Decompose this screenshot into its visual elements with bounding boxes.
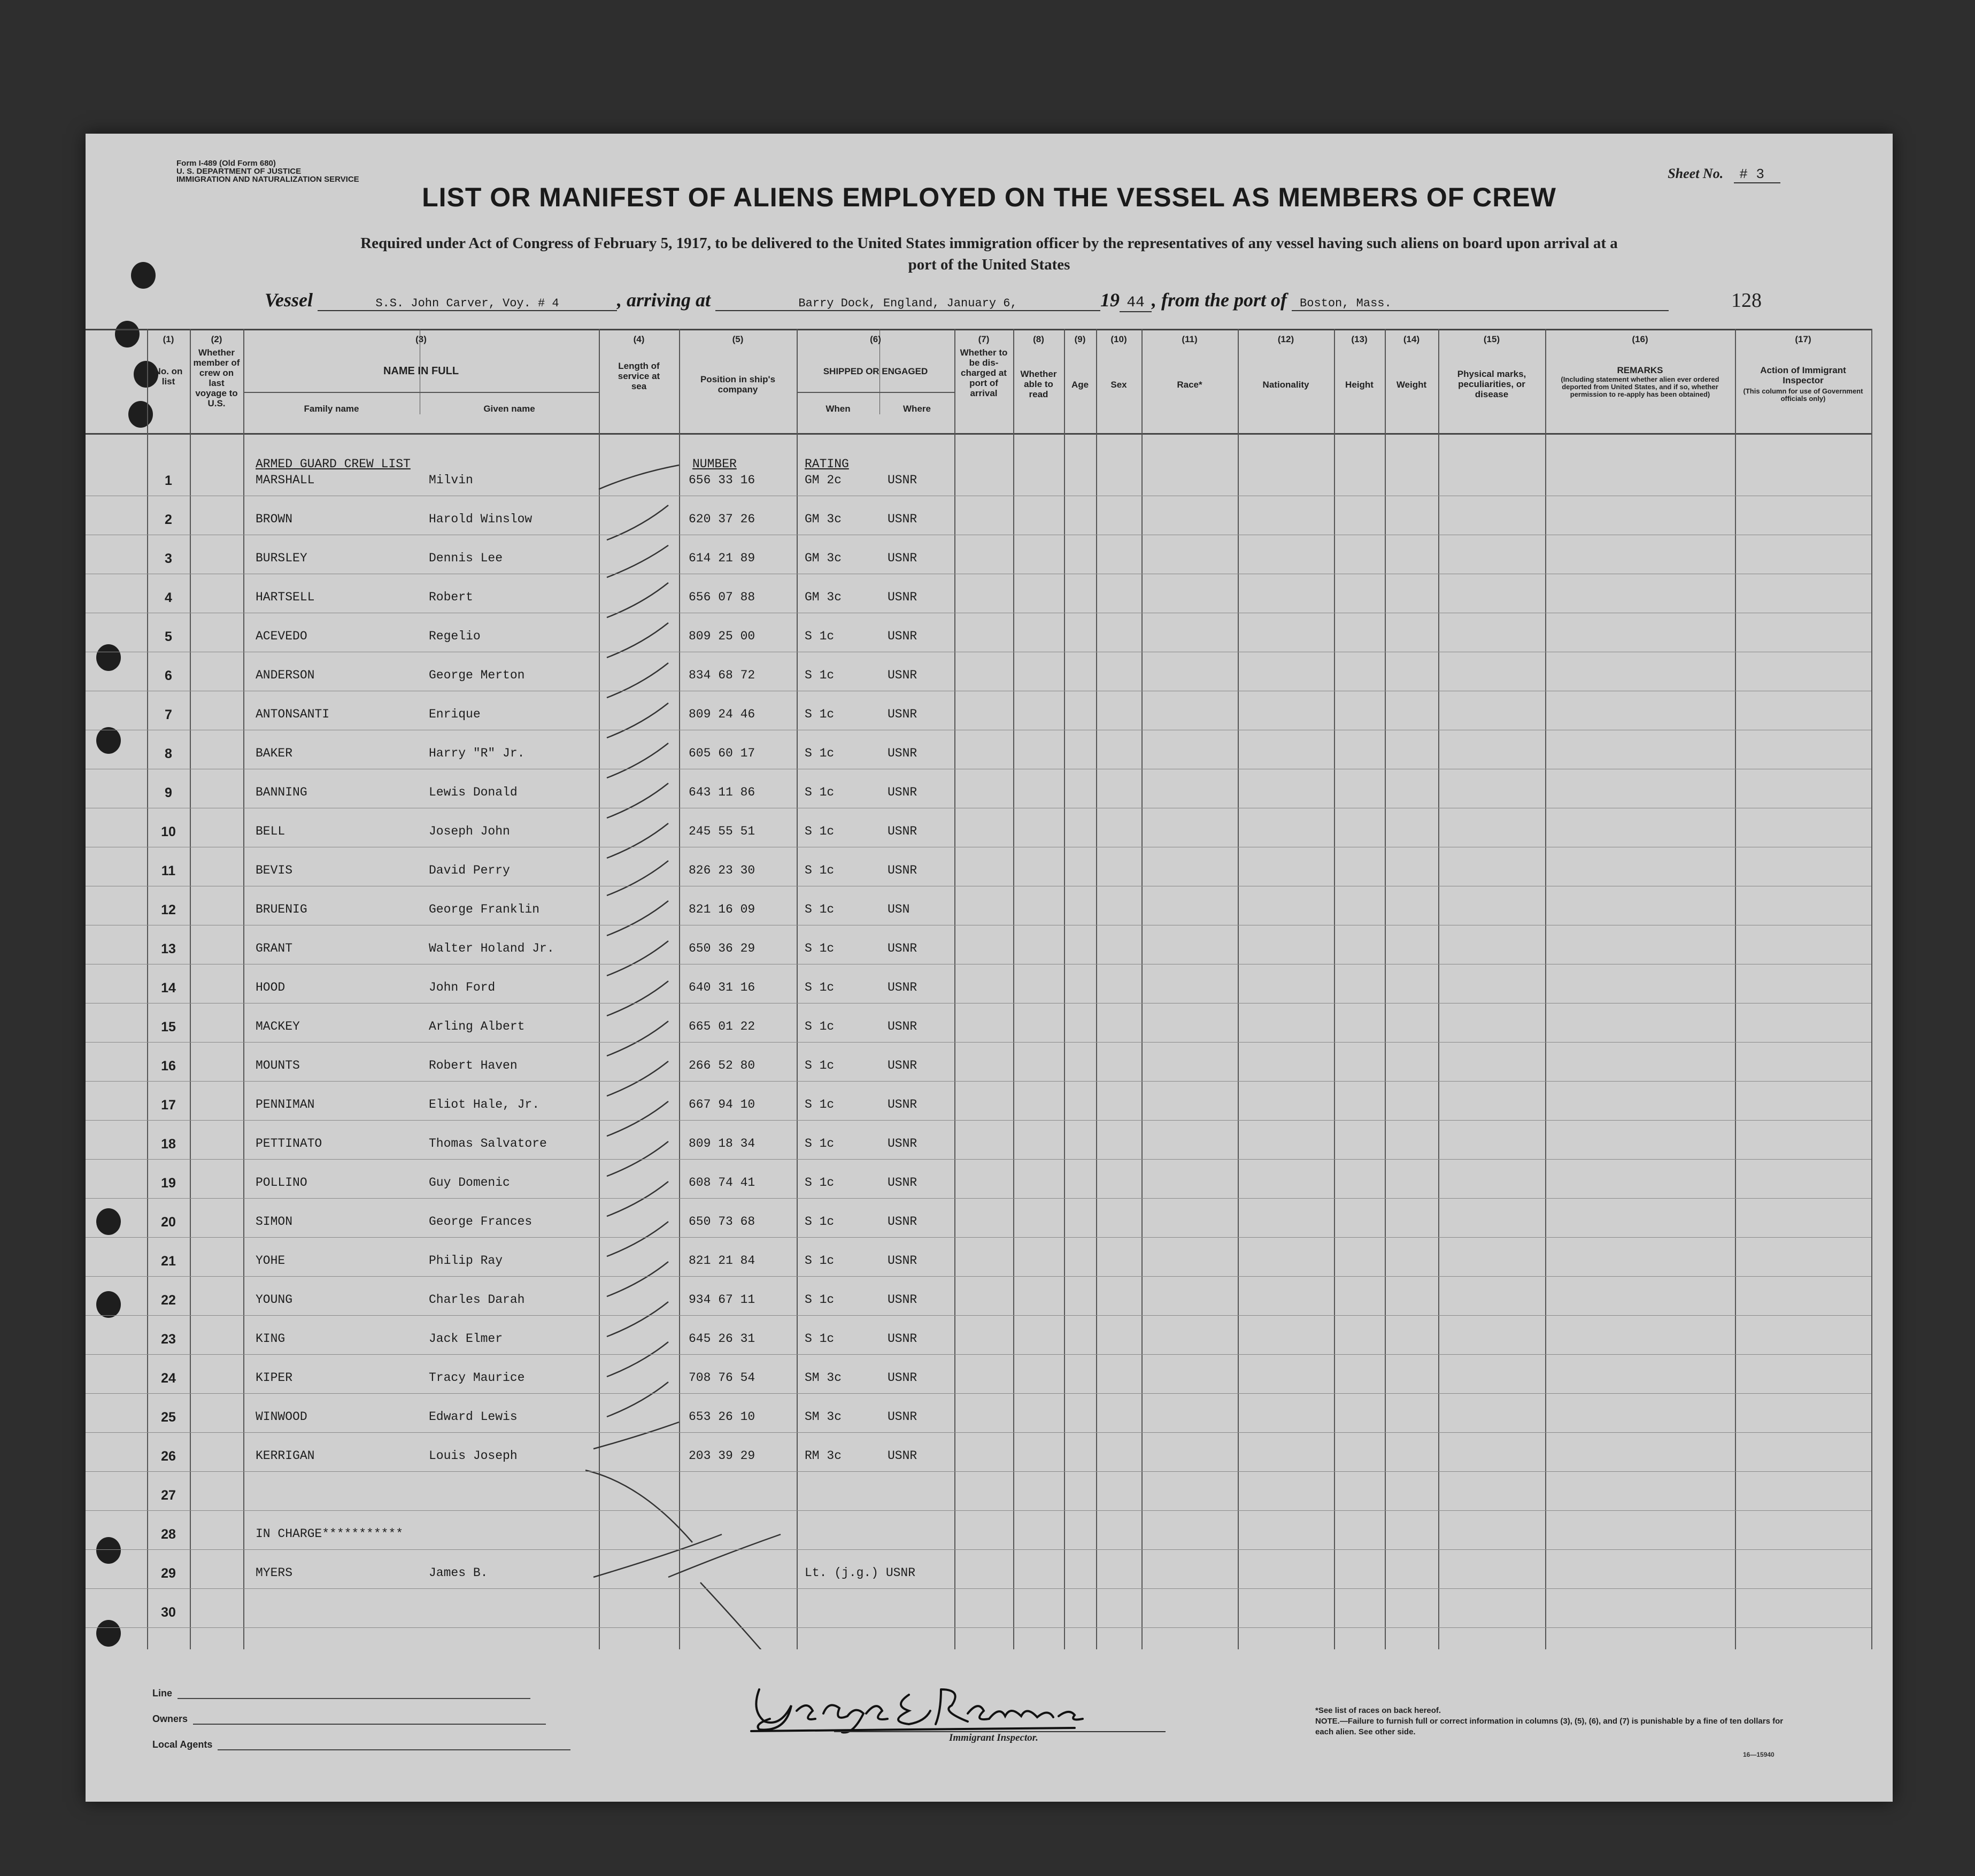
service-number: 266 52 80 (689, 1059, 755, 1072)
family-name: MACKEY (256, 1020, 300, 1033)
tick-mark (607, 861, 668, 895)
service-number: 809 25 00 (689, 629, 755, 643)
col-3-number: (3) (415, 334, 427, 344)
col-16-header: REMARKS (1617, 365, 1663, 375)
row-number: 30 (161, 1605, 176, 1620)
family-name: MARSHALL (256, 473, 315, 487)
subtitle-line-2: port of the United States (908, 256, 1070, 273)
row-number: 2 (165, 512, 172, 527)
col-15-number: (15) (1483, 334, 1500, 344)
row-number: 13 (161, 941, 176, 956)
given-name: Regelio (429, 629, 481, 643)
row-number: 5 (165, 629, 172, 644)
row-number: 18 (161, 1137, 176, 1152)
tick-mark (585, 1470, 692, 1542)
tick-mark (607, 1021, 668, 1056)
row-number: 3 (165, 551, 172, 566)
rating: SM 3c (805, 1410, 842, 1424)
family-name: POLLINO (256, 1176, 307, 1190)
arriving-label: , arriving at (617, 289, 711, 311)
form-identifier (176, 159, 359, 183)
document-title: LIST OR MANIFEST OF ALIENS EMPLOYED ON THE VESSEL AS MEMBERS OF CREW (422, 182, 1556, 212)
given-name: Thomas Salvatore (429, 1137, 547, 1151)
signature-role: Immigrant Inspector. (949, 1732, 1038, 1743)
col-6a-header: When (826, 404, 851, 414)
tick-mark (607, 1101, 668, 1136)
row-rule (86, 1159, 1871, 1160)
family-name: BELL (256, 824, 286, 838)
service-number: 645 26 31 (689, 1332, 755, 1346)
year-value: 44 (1120, 295, 1152, 312)
rating: GM 3c (805, 551, 842, 565)
family-name: HOOD (256, 981, 286, 994)
col-3-header: NAME IN FULL (383, 365, 459, 377)
family-name: MOUNTS (256, 1059, 300, 1072)
owners-field (152, 1699, 570, 1725)
row-number: 29 (161, 1566, 176, 1581)
tick-mark (593, 1534, 722, 1577)
service-number: 605 60 17 (689, 746, 755, 760)
col-3b-header: Given name (483, 404, 535, 414)
col-1-header: No. on list (154, 366, 183, 387)
given-name: Charles Darah (429, 1293, 525, 1307)
family-name: ANTONSANTI (256, 707, 330, 721)
row-rule (86, 1042, 1871, 1043)
row-rule (86, 1471, 1871, 1472)
page-number: 128 (1731, 289, 1762, 312)
col-16-subheader: (Including statement whether alien ever ordered deported from United States, and if so, whether permission to re-apply has been obtained) (1561, 375, 1719, 398)
row-number: 15 (161, 1020, 176, 1034)
rating: S 1c (805, 1215, 835, 1229)
sheet-number-value: # 3 (1734, 166, 1780, 183)
col-4-number: (4) (633, 334, 645, 344)
col-8-header: Whether able to read (1020, 369, 1057, 399)
tick-mark (607, 623, 668, 658)
manifest-sheet (86, 134, 1893, 1802)
col-3a-header: Family name (304, 404, 359, 414)
given-name: Dennis Lee (429, 551, 503, 565)
family-name: PENNIMAN (256, 1098, 315, 1111)
subtitle-line-1: Required under Act of Congress of February 5, 1917, to be delivered to the United States immigration officer by the representatives of any vessel having such aliens on board upon arrival at a (360, 235, 1618, 252)
branch: USNR (888, 1215, 917, 1229)
branch: USNR (888, 1332, 917, 1346)
service-number: 620 37 26 (689, 512, 755, 526)
vessel-label: Vessel (265, 289, 313, 311)
row-number: 19 (161, 1176, 176, 1191)
given-name: Walter Holand Jr. (429, 941, 554, 955)
row-number: 6 (165, 668, 172, 683)
given-name: Eliot Hale, Jr. (429, 1098, 540, 1111)
row-number: 11 (161, 863, 176, 878)
family-name: GRANT (256, 941, 293, 955)
check-marks (86, 329, 1893, 1649)
branch: USNR (888, 1059, 917, 1072)
service-number: 656 07 88 (689, 590, 755, 604)
tick-mark (607, 703, 668, 738)
branch: USNR (888, 1293, 917, 1307)
service-number: 821 16 09 (689, 902, 755, 916)
col-15-header: Physical marks, peculiarities, or disease (1457, 369, 1526, 399)
family-name: BANNING (256, 785, 307, 799)
sheet-number-label: Sheet No. (1668, 166, 1724, 181)
col-7-header: Whether to be dis-charged at port of arrival (960, 348, 1008, 398)
col-12-number: (12) (1277, 334, 1294, 344)
row-rule (86, 1120, 1871, 1121)
col-16-number: (16) (1632, 334, 1648, 344)
tick-mark (607, 1302, 668, 1337)
rating: RM 3c (805, 1449, 842, 1463)
row-number: 21 (161, 1254, 176, 1269)
service-number: 614 21 89 (689, 551, 755, 565)
footer-fields (152, 1673, 570, 1750)
branch: USNR (888, 941, 917, 955)
col-2-header: Whether member of crew on last voyage to U.S. (193, 348, 240, 408)
rating: S 1c (805, 707, 835, 721)
branch: USNR (888, 863, 917, 877)
row-rule (86, 1627, 1871, 1628)
family-name: ANDERSON (256, 668, 315, 682)
given-name: Joseph John (429, 824, 510, 838)
tick-mark (668, 1534, 781, 1577)
col-6-number: (6) (870, 334, 881, 344)
crew-table (86, 329, 1893, 1649)
rating: S 1c (805, 1176, 835, 1190)
branch: USN (888, 902, 910, 916)
given-name: Enrique (429, 707, 481, 721)
given-name: Jack Elmer (429, 1332, 503, 1346)
branch: USNR (888, 590, 917, 604)
given-name: Louis Joseph (429, 1449, 518, 1463)
arriving-value: Barry Dock, England, January 6, (715, 297, 1100, 311)
rating: S 1c (805, 941, 835, 955)
given-name: George Merton (429, 668, 525, 682)
rating: S 1c (805, 668, 835, 682)
agents-field (152, 1725, 570, 1750)
rating: S 1c (805, 1098, 835, 1111)
vessel-value: S.S. John Carver, Voy. # 4 (318, 297, 617, 311)
service-number: 809 18 34 (689, 1137, 755, 1151)
given-name: David Perry (429, 863, 510, 877)
given-name: George Franklin (429, 902, 540, 916)
col-5-header: Position in ship's company (700, 374, 776, 395)
rating: S 1c (805, 746, 835, 760)
print-code: 16—15940 (1743, 1751, 1775, 1758)
service-number: 203 39 29 (689, 1449, 755, 1463)
given-name: George Frances (429, 1215, 533, 1229)
row-number: 22 (161, 1293, 176, 1308)
col-8-number: (8) (1033, 334, 1044, 344)
col-6-header: SHIPPED OR ENGAGED (823, 366, 928, 376)
given-name: Guy Domenic (429, 1176, 510, 1190)
service-number: 834 68 72 (689, 668, 755, 682)
tick-mark (607, 1342, 668, 1377)
row-number: 12 (161, 902, 176, 917)
tick-mark (607, 901, 668, 936)
branch: USNR (888, 629, 917, 643)
given-name: Arling Albert (429, 1020, 525, 1033)
family-name: KIPER (256, 1371, 293, 1385)
family-name: ACEVEDO (256, 629, 307, 643)
rating: S 1c (805, 1020, 835, 1033)
col-14-header: Weight (1396, 380, 1427, 390)
tick-mark (593, 1422, 679, 1449)
rating: S 1c (805, 863, 835, 877)
service-number: 708 76 54 (689, 1371, 755, 1385)
family-name: BEVIS (256, 863, 293, 877)
given-name: Edward Lewis (429, 1410, 518, 1424)
branch: USNR (888, 746, 917, 760)
tick-mark (607, 1262, 668, 1296)
row-number: 9 (165, 785, 172, 800)
col-10-header: Sex (1110, 380, 1127, 390)
rating-heading: RATING (805, 457, 849, 471)
line-label: Line (152, 1688, 173, 1699)
row-rule (86, 1588, 1871, 1589)
rating: S 1c (805, 824, 835, 838)
given-name: Philip Ray (429, 1254, 503, 1268)
family-name: YOUNG (256, 1293, 293, 1307)
col-1-number: (1) (163, 334, 174, 344)
row-rule (86, 1549, 1871, 1550)
row-number: 8 (165, 746, 172, 761)
family-name: IN CHARGE*********** (256, 1527, 404, 1541)
row-number: 4 (165, 590, 172, 605)
document-subtitle (171, 233, 1807, 275)
tick-mark (607, 941, 668, 976)
row-rule (86, 1393, 1871, 1394)
row-rule (86, 1354, 1871, 1355)
family-name: BROWN (256, 512, 293, 526)
row-rule (86, 1237, 1871, 1238)
branch: USNR (888, 473, 917, 487)
row-number: 27 (161, 1488, 176, 1503)
from-port-label: , from the port of (1152, 289, 1287, 311)
row-number: 14 (161, 981, 176, 995)
given-name: Robert Haven (429, 1059, 518, 1072)
owners-underline (193, 1724, 546, 1725)
service-number: 643 11 86 (689, 785, 755, 799)
signature-underline (834, 1731, 1166, 1732)
col-2-number: (2) (211, 334, 222, 344)
branch: USNR (888, 1410, 917, 1424)
service-number: 608 74 41 (689, 1176, 755, 1190)
service-number: 665 01 22 (689, 1020, 755, 1033)
row-number: 25 (161, 1410, 176, 1425)
family-name: YOHE (256, 1254, 286, 1268)
rating: S 1c (805, 1137, 835, 1151)
branch: USNR (888, 707, 917, 721)
col-17-header: Action of Immigrant Inspector (1760, 365, 1846, 385)
row-rule (86, 1198, 1871, 1199)
family-name: WINWOOD (256, 1410, 307, 1424)
branch: USNR (888, 1449, 917, 1463)
rating: GM 3c (805, 512, 842, 526)
races-note: *See list of races on back hereof. (1315, 1706, 1441, 1715)
department-name: U. S. DEPARTMENT OF JUSTICE (176, 167, 302, 176)
tick-mark (607, 1061, 668, 1096)
family-name: BURSLEY (256, 551, 307, 565)
branch: USNR (888, 668, 917, 682)
penalty-note: NOTE.—Failure to furnish full or correct information in columns (3), (5), (6), and (7) is punishable by a fine of ten dollars for each alien. See other side. (1315, 1717, 1784, 1736)
given-name: Lewis Donald (429, 785, 518, 799)
col-13-header: Height (1345, 380, 1374, 390)
line-underline (178, 1698, 530, 1699)
rating: GM 2c (805, 473, 842, 487)
given-name: John Ford (429, 981, 496, 994)
rating: S 1c (805, 1254, 835, 1268)
rating: S 1c (805, 1059, 835, 1072)
vessel-line (265, 289, 1815, 312)
col-11-header: Race* (1177, 380, 1202, 390)
service-number: 809 24 46 (689, 707, 755, 721)
col-4-header: Length of service at sea (618, 361, 660, 391)
service-number: 650 73 68 (689, 1215, 755, 1229)
service-number: 934 67 11 (689, 1293, 755, 1307)
rating: S 1c (805, 1293, 835, 1307)
family-name: PETTINATO (256, 1137, 322, 1151)
rating: S 1c (805, 1332, 835, 1346)
row-number: 26 (161, 1449, 176, 1464)
punch-hole (131, 262, 156, 289)
family-name: KING (256, 1332, 286, 1346)
row-rule (86, 1276, 1871, 1277)
branch: USNR (888, 981, 917, 994)
col-5-number: (5) (732, 334, 744, 344)
rating: GM 3c (805, 590, 842, 604)
service-number: 821 21 84 (689, 1254, 755, 1268)
rating: SM 3c (805, 1371, 842, 1385)
col-14-number: (14) (1403, 334, 1420, 344)
col-13-number: (13) (1351, 334, 1368, 344)
service-number: 245 55 51 (689, 824, 755, 838)
tick-mark (607, 1182, 668, 1216)
footer-notes (1315, 1705, 1796, 1738)
agents-underline (218, 1749, 570, 1750)
given-name: James B. (429, 1566, 488, 1580)
given-name: Milvin (429, 473, 473, 487)
rating: Lt. (j.g.) USNR (805, 1566, 916, 1580)
owners-label: Owners (152, 1713, 188, 1724)
branch: USNR (888, 551, 917, 565)
service-number: 826 23 30 (689, 863, 755, 877)
given-name: Tracy Maurice (429, 1371, 525, 1385)
tick-mark (607, 981, 668, 1016)
service-number: 656 33 16 (689, 473, 755, 487)
year-prefix: 19 (1100, 289, 1120, 311)
form-number: Form I-489 (Old Form 680) (176, 159, 276, 168)
row-rule (86, 1081, 1871, 1082)
tick-mark (700, 1582, 770, 1649)
col-17-number: (17) (1795, 334, 1811, 344)
branch: USNR (888, 1254, 917, 1268)
row-number: 20 (161, 1215, 176, 1230)
col-17-subheader: (This column for use of Government officials only) (1743, 387, 1863, 403)
branch: USNR (888, 1098, 917, 1111)
col-10-number: (10) (1110, 334, 1127, 344)
given-name: Harry "R" Jr. (429, 746, 525, 760)
row-rule (86, 1432, 1871, 1433)
branch: USNR (888, 785, 917, 799)
tick-mark (599, 465, 679, 489)
row-number: 10 (161, 824, 176, 839)
number-heading: NUMBER (692, 457, 737, 471)
rating: S 1c (805, 785, 835, 799)
family-name: SIMON (256, 1215, 293, 1229)
rating: S 1c (805, 629, 835, 643)
family-name: BAKER (256, 746, 293, 760)
row-number: 23 (161, 1332, 176, 1347)
row-number: 1 (165, 473, 172, 488)
line-field (152, 1673, 570, 1699)
row-number: 28 (161, 1527, 176, 1542)
rating: S 1c (805, 902, 835, 916)
family-name: KERRIGAN (256, 1449, 315, 1463)
row-number: 7 (165, 707, 172, 722)
col-7-number: (7) (978, 334, 990, 344)
service-number: 653 26 10 (689, 1410, 755, 1424)
tick-mark (607, 823, 668, 858)
row-rule (86, 1315, 1871, 1316)
branch: USNR (888, 1137, 917, 1151)
given-name: Robert (429, 590, 473, 604)
branch: USNR (888, 824, 917, 838)
branch: USNR (888, 1371, 917, 1385)
row-rule (86, 1510, 1871, 1511)
tick-mark (607, 1222, 668, 1256)
col-12-header: Nationality (1262, 380, 1309, 390)
row-number: 17 (161, 1098, 176, 1113)
branch: USNR (888, 1020, 917, 1033)
row-number: 24 (161, 1371, 176, 1386)
branch: USNR (888, 512, 917, 526)
family-name: MYERS (256, 1566, 293, 1580)
service-name: IMMIGRATION AND NATURALIZATION SERVICE (176, 175, 359, 184)
row-number: 16 (161, 1059, 176, 1074)
service-number: 640 31 16 (689, 981, 755, 994)
family-name: HARTSELL (256, 590, 315, 604)
col-9-number: (9) (1074, 334, 1086, 344)
section-heading: ARMED GUARD CREW LIST (256, 457, 411, 471)
given-name: Harold Winslow (429, 512, 533, 526)
col-6b-header: Where (903, 404, 931, 414)
inspector-signature (749, 1668, 1166, 1738)
from-port-value: Boston, Mass. (1292, 297, 1669, 311)
sheet-number (1668, 166, 1780, 182)
tick-mark (607, 783, 668, 818)
tick-mark (607, 545, 668, 577)
rating: S 1c (805, 981, 835, 994)
family-name: BRUENIG (256, 902, 307, 916)
tick-mark (607, 743, 668, 778)
branch: USNR (888, 1176, 917, 1190)
service-number: 667 94 10 (689, 1098, 755, 1111)
tick-mark (607, 663, 668, 698)
agents-label: Local Agents (152, 1739, 213, 1750)
col-9-header: Age (1071, 380, 1089, 390)
service-number: 650 36 29 (689, 941, 755, 955)
col-11-number: (11) (1182, 334, 1198, 344)
tick-mark (607, 1382, 668, 1417)
